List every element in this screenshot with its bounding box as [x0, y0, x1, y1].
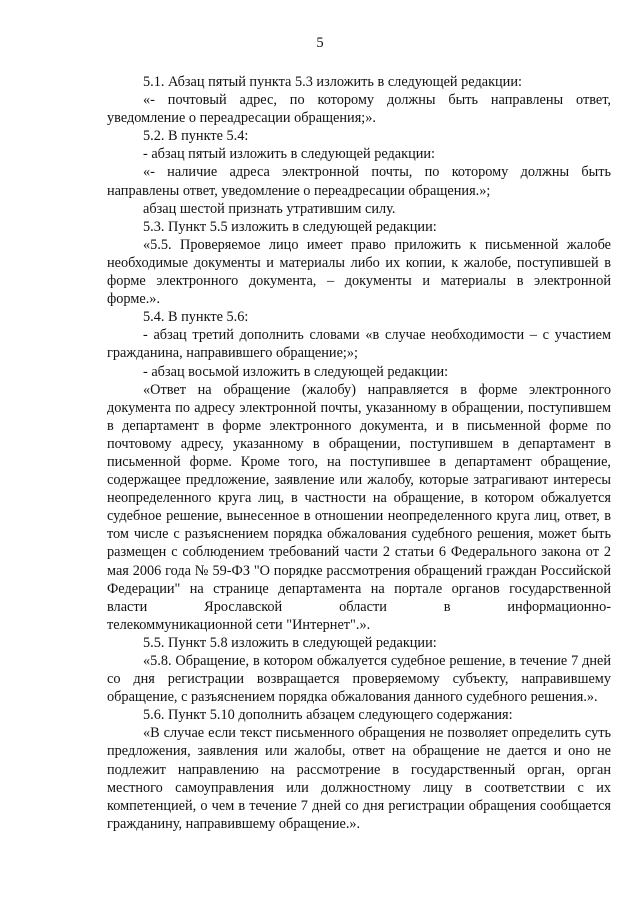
paragraph: 5.6. Пункт 5.10 дополнить абзацем следующего содержания: — [143, 707, 513, 724]
paragraph: телекоммуникационной сети "Интернет".». — [107, 616, 371, 633]
paragraph: - абзац восьмой изложить в следующей редакции: — [143, 363, 449, 380]
paragraph: «- почтовый адрес, по которому должны быть направлены ответ, уведомление о переадресации обращения;». — [107, 92, 611, 127]
paragraph: 5.2. В пункте 5.4: — [143, 128, 249, 145]
paragraph: - абзац третий дополнить словами «в случае необходимости – с участием гражданина, направившего обращение;»; — [107, 327, 611, 362]
paragraph: 5.1. Абзац пятый пункта 5.3 изложить в следующей редакции: — [143, 74, 522, 90]
paragraph: 5.4. В пункте 5.6: — [143, 309, 249, 326]
paragraph: «5.8. Обращение, в котором обжалуется судебное решение, в течение 7 дней со дня регистрации возвращается проверяемому субъекту, направившему обращение, с разъяснением порядка обжалования данного судебного решения.». — [107, 653, 611, 706]
paragraph: «Ответ на обращение (жалобу) направляется в форме электронного документа по адресу электронной почты, указанному в обращении, поступившем в департамент в форме электронного документа, и в письменной форме по почтовому адресу, указанному в обращении, поступившем в департамент в письменной форме. Кроме того, на поступившее в департамент обращение, содержащее предложение, заявление или жалобу, которые затрагивают интересы неопределенного круга лиц, в частности на обращение, в котором обжалуется судебное решение, вынесенное в отношении неопределенного круга лиц, ответ, в том числе с разъяснением порядка обжалования судебного решения, может быть размещен с соблюдением требований части 2 статьи 6 Федерального закона от 2 мая 2006 года № 59-ФЗ "О порядке рассмотрения обращений граждан Российской Федерации" на странице департамента на портале органов государственной власти Ярославской области в информационно- — [107, 381, 611, 615]
paragraph: «5.5. Проверяемое лицо имеет право приложить к письменной жалобе необходимые документы и материалы либо их копии, к жалобе, поступившей в форме электронного документа, – документы и материалы в электронной форме.». — [107, 236, 611, 308]
paragraph: 5.3. Пункт 5.5 изложить в следующей редакции: — [143, 218, 437, 235]
paragraph: - абзац пятый изложить в следующей редакции: — [143, 146, 436, 163]
paragraph: абзац шестой признать утратившим силу. — [143, 200, 396, 217]
document-body — [107, 73, 611, 833]
page-number: 5 — [316, 35, 324, 51]
paragraph: «В случае если текст письменного обращения не позволяет определить суть предложения, заявления или жалобы, ответ на обращение не дается и оно не подлежит направлению на рассмотрение в государственный орган, орган местного самоуправления или должностному лицу в соответствии с их компетенцией, о чем в течение 7 дней со дня регистрации обращения сообщается гражданину, направившему обращение.». — [107, 725, 611, 832]
paragraph: «- наличие адреса электронной почты, по которому должны быть направлены ответ, уведомление о переадресации обращения.»; — [107, 164, 611, 199]
paragraph: 5.5. Пункт 5.8 изложить в следующей редакции: — [143, 634, 437, 651]
